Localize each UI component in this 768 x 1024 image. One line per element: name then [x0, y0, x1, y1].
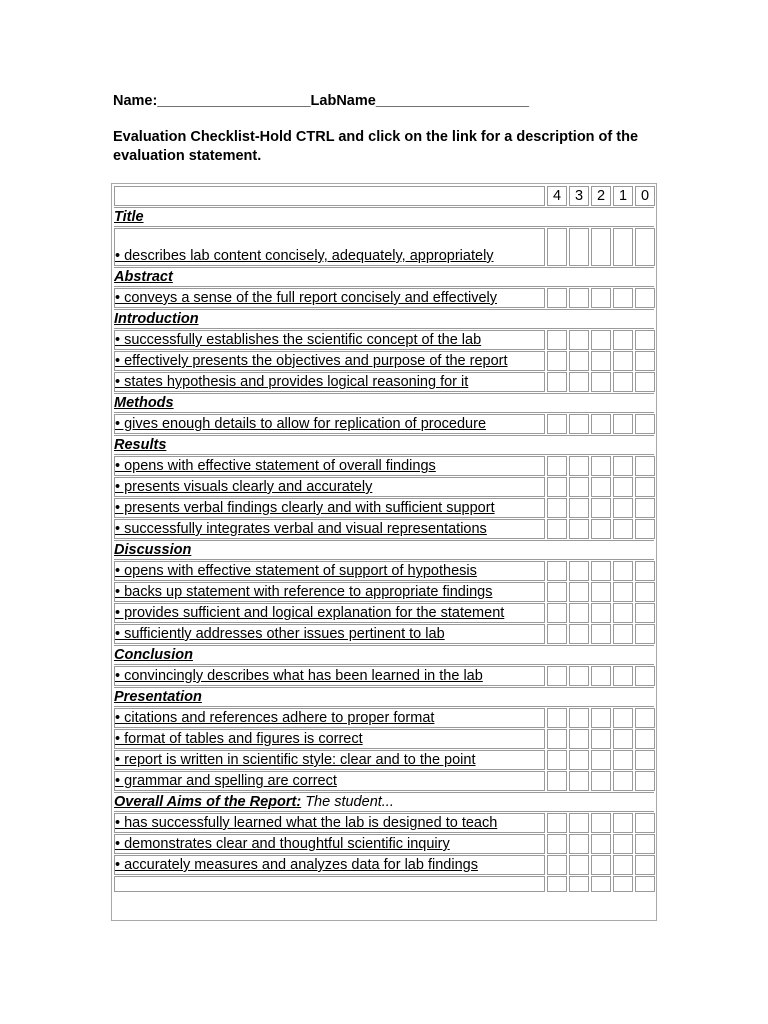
evaluation-statement-link[interactable]: • convincingly describes what has been learned in the lab — [115, 668, 483, 684]
checklist-item-label — [114, 372, 545, 392]
evaluation-statement-link[interactable]: • format of tables and figures is correct — [115, 731, 363, 747]
checklist-item-label — [114, 834, 545, 854]
evaluation-statement-link[interactable]: • report is written in scientific style: clear and to the point — [115, 752, 476, 768]
score-cell-0[interactable] — [635, 771, 655, 791]
score-cell-3[interactable] — [569, 750, 589, 770]
score-cell-4[interactable] — [547, 414, 567, 434]
score-cell-0[interactable] — [635, 729, 655, 749]
checklist-item-label — [114, 750, 545, 770]
section-heading-row — [114, 687, 654, 707]
section-heading — [114, 393, 654, 413]
evaluation-statement-link[interactable]: • backs up statement with reference to appropriate findings — [115, 584, 493, 600]
score-cell-4[interactable] — [547, 351, 567, 371]
section-heading-row — [114, 645, 654, 665]
score-cell-3[interactable] — [569, 666, 589, 686]
section-title[interactable]: Abstract — [114, 269, 173, 285]
score-cell-3[interactable] — [569, 771, 589, 791]
section-heading-row — [114, 207, 654, 227]
score-cell-1[interactable] — [613, 771, 633, 791]
checklist-item-row — [114, 729, 654, 749]
blank-row — [114, 876, 654, 892]
checklist-item-label — [114, 813, 545, 833]
score-cell-0[interactable] — [635, 834, 655, 854]
score-cell-1[interactable] — [613, 372, 633, 392]
score-cell-3[interactable] — [569, 351, 589, 371]
checklist-item-label — [114, 666, 545, 686]
score-cell-3[interactable] — [569, 729, 589, 749]
checklist-item-row — [114, 414, 654, 434]
score-cell-4[interactable] — [547, 603, 567, 623]
score-cell-2[interactable] — [591, 855, 611, 875]
evaluation-statement-link[interactable]: • presents verbal findings clearly and with sufficient support — [115, 500, 495, 516]
score-cell-1[interactable] — [613, 330, 633, 350]
score-cell-1[interactable] — [613, 477, 633, 497]
evaluation-statement-link[interactable]: • grammar and spelling are correct — [115, 773, 337, 789]
score-cell-3[interactable] — [569, 813, 589, 833]
score-cell-0[interactable] — [635, 498, 655, 518]
score-cell-4[interactable] — [547, 330, 567, 350]
checklist-item-label — [114, 498, 545, 518]
checklist-item-row — [114, 351, 654, 371]
score-cell-4[interactable] — [547, 813, 567, 833]
section-heading — [114, 645, 654, 665]
score-cell-2[interactable] — [591, 414, 611, 434]
score-cell-3[interactable] — [569, 372, 589, 392]
checklist-item-row — [114, 834, 654, 854]
section-heading-row — [114, 267, 654, 287]
score-header-3: 3 — [569, 186, 589, 206]
score-cell-2[interactable] — [591, 498, 611, 518]
section-heading — [114, 267, 654, 287]
evaluation-statement-link[interactable]: • demonstrates clear and thoughtful scientific inquiry — [115, 836, 450, 852]
score-cell-2[interactable] — [591, 876, 611, 892]
score-cell-0[interactable] — [635, 351, 655, 371]
score-cell-0[interactable] — [635, 855, 655, 875]
checklist-item-row — [114, 624, 654, 644]
checklist-item-label — [114, 603, 545, 623]
section-title[interactable]: Introduction — [114, 311, 199, 327]
checklist-item-label — [114, 876, 545, 892]
checklist-item-row — [114, 666, 654, 686]
evaluation-statement-link[interactable]: • effectively presents the objectives and purpose of the report — [115, 353, 508, 369]
checklist-item-label — [114, 624, 545, 644]
section-title[interactable]: Conclusion — [114, 647, 193, 663]
score-cell-4[interactable] — [547, 834, 567, 854]
section-heading-row — [114, 393, 654, 413]
score-header-1: 1 — [613, 186, 633, 206]
score-cell-0[interactable] — [635, 708, 655, 728]
score-cell-3[interactable] — [569, 414, 589, 434]
score-cell-3[interactable] — [569, 708, 589, 728]
score-cell-2[interactable] — [591, 771, 611, 791]
score-cell-1[interactable] — [613, 834, 633, 854]
score-cell-0[interactable] — [635, 372, 655, 392]
score-cell-0[interactable] — [635, 456, 655, 476]
score-cell-2[interactable] — [591, 330, 611, 350]
score-cell-0[interactable] — [635, 561, 655, 581]
checklist-item-row — [114, 603, 654, 623]
score-cell-2[interactable] — [591, 708, 611, 728]
checklist-item-label — [114, 456, 545, 476]
score-cell-4[interactable] — [547, 456, 567, 476]
score-cell-1[interactable] — [613, 519, 633, 539]
score-cell-1[interactable] — [613, 624, 633, 644]
score-cell-4[interactable] — [547, 666, 567, 686]
score-cell-0[interactable] — [635, 582, 655, 602]
checklist-item-row — [114, 477, 654, 497]
score-cell-0[interactable] — [635, 330, 655, 350]
score-cell-0[interactable] — [635, 666, 655, 686]
score-cell-1[interactable] — [613, 708, 633, 728]
score-cell-2[interactable] — [591, 477, 611, 497]
score-cell-2[interactable] — [591, 750, 611, 770]
checklist-item-label — [114, 708, 545, 728]
checklist-item-label — [114, 330, 545, 350]
section-heading — [114, 309, 654, 329]
score-cell-2[interactable] — [591, 519, 611, 539]
evaluation-statement-link[interactable]: • has successfully learned what the lab is designed to teach — [115, 815, 498, 831]
evaluation-statement-link[interactable]: • citations and references adhere to proper format — [115, 710, 435, 726]
section-heading-row — [114, 540, 654, 560]
section-heading — [114, 540, 654, 560]
score-cell-2[interactable] — [591, 624, 611, 644]
checklist-item-row — [114, 330, 654, 350]
score-header-row — [114, 186, 654, 206]
score-cell-4[interactable] — [547, 561, 567, 581]
score-cell-2[interactable] — [591, 228, 611, 266]
score-cell-1[interactable] — [613, 729, 633, 749]
score-cell-1[interactable] — [613, 666, 633, 686]
checklist-item-label — [114, 351, 545, 371]
score-cell-3[interactable] — [569, 498, 589, 518]
score-cell-4[interactable] — [547, 372, 567, 392]
score-cell-0[interactable] — [635, 876, 655, 892]
score-cell-2[interactable] — [591, 582, 611, 602]
checklist-item-row — [114, 708, 654, 728]
score-cell-3[interactable] — [569, 582, 589, 602]
section-title[interactable]: Presentation — [114, 689, 202, 705]
checklist-item-label — [114, 729, 545, 749]
score-cell-3[interactable] — [569, 561, 589, 581]
score-cell-2[interactable] — [591, 813, 611, 833]
checklist-item-row — [114, 582, 654, 602]
score-cell-4[interactable] — [547, 498, 567, 518]
evaluation-statement-link[interactable]: • states hypothesis and provides logical reasoning for it — [115, 374, 469, 390]
score-cell-4[interactable] — [547, 228, 567, 266]
checklist-item-label — [114, 855, 545, 875]
score-cell-4[interactable] — [547, 708, 567, 728]
checklist-item-row — [114, 855, 654, 875]
score-header-0: 0 — [635, 186, 655, 206]
score-cell-2[interactable] — [591, 729, 611, 749]
score-cell-1[interactable] — [613, 582, 633, 602]
checklist-item-label — [114, 288, 545, 308]
score-cell-0[interactable] — [635, 414, 655, 434]
checklist-item-row — [114, 771, 654, 791]
section-heading-row — [114, 309, 654, 329]
score-cell-1[interactable] — [613, 498, 633, 518]
score-cell-4[interactable] — [547, 288, 567, 308]
score-cell-3[interactable] — [569, 834, 589, 854]
score-cell-0[interactable] — [635, 750, 655, 770]
section-title[interactable]: Title — [114, 209, 144, 225]
checklist-item-label — [114, 561, 545, 581]
score-cell-0[interactable] — [635, 477, 655, 497]
evaluation-statement-link[interactable]: • opens with effective statement of support of hypothesis — [115, 563, 477, 579]
score-cell-2[interactable] — [591, 288, 611, 308]
checklist-item-row — [114, 372, 654, 392]
evaluation-statement-link[interactable]: • provides sufficient and logical explanation for the statement — [115, 605, 505, 621]
checklist-item-row — [114, 288, 654, 308]
evaluation-statement-link[interactable]: • successfully integrates verbal and visual representations — [115, 521, 487, 537]
score-cell-3[interactable] — [569, 603, 589, 623]
score-cell-2[interactable] — [591, 603, 611, 623]
score-cell-4[interactable] — [547, 750, 567, 770]
score-cell-3[interactable] — [569, 519, 589, 539]
score-cell-0[interactable] — [635, 519, 655, 539]
score-cell-1[interactable] — [613, 288, 633, 308]
score-cell-4[interactable] — [547, 624, 567, 644]
score-cell-0[interactable] — [635, 624, 655, 644]
section-title[interactable]: Overall Aims of the Report: — [114, 794, 302, 810]
score-header-4: 4 — [547, 186, 567, 206]
evaluation-statement-link[interactable]: • successfully establishes the scientific concept of the lab — [115, 332, 482, 348]
score-cell-4[interactable] — [547, 855, 567, 875]
evaluation-statement-link[interactable]: • accurately measures and analyzes data for lab findings — [115, 857, 478, 873]
score-cell-3[interactable] — [569, 855, 589, 875]
score-header-2: 2 — [591, 186, 611, 206]
score-cell-1[interactable] — [613, 813, 633, 833]
checklist-item-row — [114, 228, 654, 266]
checklist-item-row — [114, 456, 654, 476]
section-heading — [114, 207, 654, 227]
score-cell-4[interactable] — [547, 771, 567, 791]
score-cell-1[interactable] — [613, 603, 633, 623]
score-cell-4[interactable] — [547, 876, 567, 892]
evaluation-statement-link[interactable]: • presents visuals clearly and accurately — [115, 479, 373, 495]
score-cell-4[interactable] — [547, 519, 567, 539]
score-cell-3[interactable] — [569, 876, 589, 892]
score-cell-2[interactable] — [591, 372, 611, 392]
checklist-item-label — [114, 477, 545, 497]
instructions-text: Evaluation Checklist-Hold CTRL and click on the link for a description of the evaluation statement. — [113, 129, 639, 164]
section-title[interactable]: Methods — [114, 395, 174, 411]
score-cell-1[interactable] — [613, 750, 633, 770]
evaluation-statement-link[interactable]: • sufficiently addresses other issues pertinent to lab — [115, 626, 445, 642]
checklist-item-label — [114, 414, 545, 434]
score-cell-3[interactable] — [569, 228, 589, 266]
score-cell-0[interactable] — [635, 813, 655, 833]
checklist-item-row — [114, 519, 654, 539]
score-cell-0[interactable] — [635, 603, 655, 623]
name-lab-name-line: Name:___________________LabName___________________ — [113, 93, 530, 109]
score-cell-4[interactable] — [547, 729, 567, 749]
score-cell-4[interactable] — [547, 477, 567, 497]
section-heading-row — [114, 792, 654, 812]
checklist-item-row — [114, 750, 654, 770]
evaluation-statement-link[interactable]: • describes lab content concisely, adequately, appropriately — [115, 248, 494, 264]
score-cell-3[interactable] — [569, 288, 589, 308]
score-cell-0[interactable] — [635, 228, 655, 266]
score-cell-1[interactable] — [613, 561, 633, 581]
section-heading-row — [114, 435, 654, 455]
evaluation-checklist-table — [111, 183, 657, 921]
score-cell-2[interactable] — [591, 561, 611, 581]
section-subtitle: The student... — [305, 794, 394, 810]
checklist-item-label — [114, 519, 545, 539]
section-title[interactable]: Results — [114, 437, 167, 453]
score-cell-1[interactable] — [613, 876, 633, 892]
score-cell-0[interactable] — [635, 288, 655, 308]
checklist-item-label — [114, 582, 545, 602]
score-cell-1[interactable] — [613, 228, 633, 266]
checklist-item-label — [114, 771, 545, 791]
checklist-item-row — [114, 561, 654, 581]
score-cell-4[interactable] — [547, 582, 567, 602]
header-blank-cell — [114, 186, 545, 206]
evaluation-statement-link[interactable]: • opens with effective statement of overall findings — [115, 458, 436, 474]
section-title[interactable]: Discussion — [114, 542, 192, 558]
section-heading — [114, 435, 654, 455]
evaluation-statement-link[interactable]: • conveys a sense of the full report concisely and effectively — [115, 290, 498, 306]
checklist-item-row — [114, 813, 654, 833]
score-cell-2[interactable] — [591, 834, 611, 854]
checklist-item-row — [114, 498, 654, 518]
score-cell-3[interactable] — [569, 456, 589, 476]
score-cell-1[interactable] — [613, 855, 633, 875]
score-cell-2[interactable] — [591, 351, 611, 371]
score-cell-3[interactable] — [569, 330, 589, 350]
score-cell-2[interactable] — [591, 666, 611, 686]
checklist-item-label — [114, 228, 545, 266]
section-heading — [114, 687, 654, 707]
score-cell-1[interactable] — [613, 414, 633, 434]
score-cell-3[interactable] — [569, 624, 589, 644]
score-cell-1[interactable] — [613, 456, 633, 476]
section-heading — [114, 792, 654, 812]
score-cell-2[interactable] — [591, 456, 611, 476]
score-cell-1[interactable] — [613, 351, 633, 371]
evaluation-statement-link[interactable]: • gives enough details to allow for replication of procedure — [115, 416, 487, 432]
score-cell-3[interactable] — [569, 477, 589, 497]
